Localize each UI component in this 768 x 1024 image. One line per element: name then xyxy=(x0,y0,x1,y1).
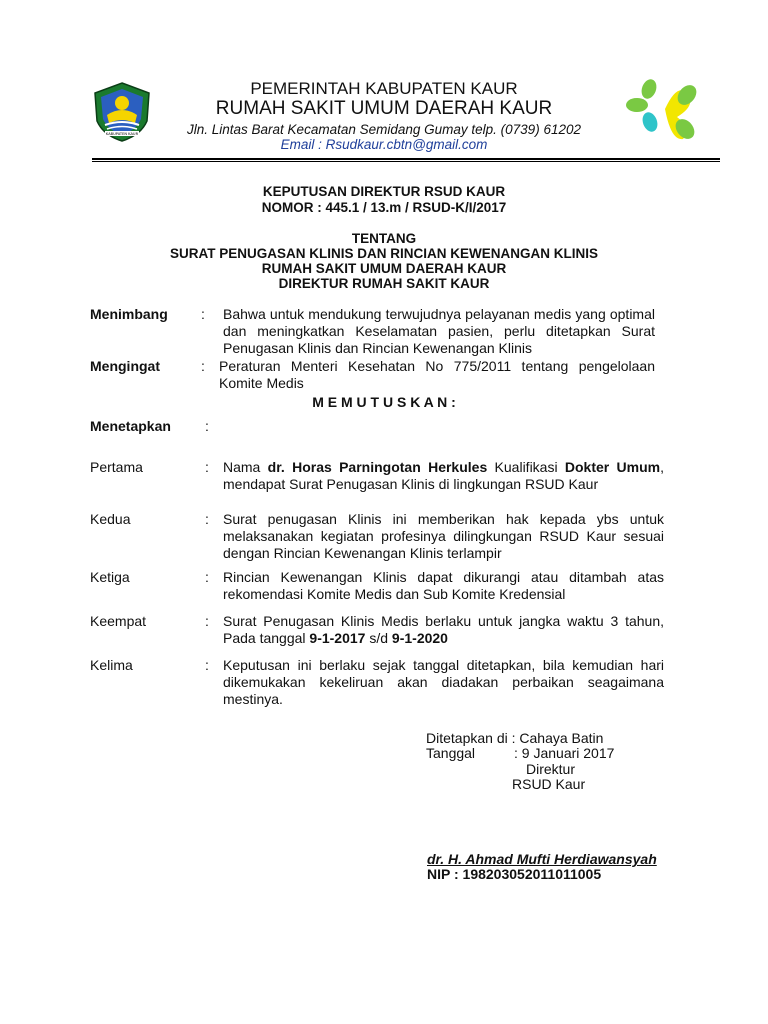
signatory-nip: NIP : 198203052011011005 xyxy=(427,866,602,882)
logo-ribbon-text: KABUPATEN KAUR xyxy=(105,132,139,136)
menimbang-colon: : xyxy=(201,306,205,322)
decree-number: NOMOR : 445.1 / 13.m / RSUD-K/I/2017 xyxy=(261,200,507,215)
mengingat-label: Mengingat xyxy=(90,358,160,374)
kelima-colon: : xyxy=(205,657,209,673)
kedua-label: Kedua xyxy=(90,511,131,527)
menetapkan-label: Menetapkan xyxy=(90,418,171,434)
pertama-mid: Kualifikasi xyxy=(487,459,565,475)
signature-date-value: : 9 Januari 2017 xyxy=(514,745,615,761)
kelima-label: Kelima xyxy=(90,657,133,673)
about-heading: TENTANG xyxy=(351,231,417,246)
header-rule-thin xyxy=(92,161,720,162)
subject-line-2: RUMAH SAKIT UMUM DAERAH KAUR xyxy=(261,261,507,276)
ketiga-colon: : xyxy=(205,569,209,585)
ketiga-label: Ketiga xyxy=(90,569,130,585)
pertama-text xyxy=(223,459,664,493)
header-rule-thick xyxy=(92,158,720,160)
subject-line-1: SURAT PENUGASAN KLINIS DAN RINCIAN KEWENANGAN KLINIS xyxy=(169,246,598,261)
pertama-colon: : xyxy=(205,459,209,475)
kedua-text: Surat penugasan Klinis ini memberikan hak kepada ybs untuk melaksanakan kegiatan profesinya dilingkungan RSUD Kaur sesuai dengan Rincian Kewenangan Klinis terlampir xyxy=(223,511,664,561)
pertama-name: dr. Horas Parningotan Herkules xyxy=(267,459,488,475)
decree-title: KEPUTUSAN DIREKTUR RSUD KAUR xyxy=(262,184,506,199)
kelima-text: Keputusan ini berlaku sejak tanggal ditetapkan, bila kemudian hari dikemukakan kekeliruan akan diadakan perbaikan seagaimana mestinya. xyxy=(223,657,664,707)
signature-role-2: RSUD Kaur xyxy=(512,776,586,792)
menetapkan-colon: : xyxy=(205,418,209,434)
keempat-colon: : xyxy=(205,613,209,629)
memutuskan-heading: M E M U T U S K A N : xyxy=(312,394,456,410)
signature-date-label: Tanggal xyxy=(426,745,476,761)
pertama-qualification: Dokter Umum xyxy=(564,459,661,475)
mengingat-colon: : xyxy=(201,358,205,374)
ketiga-text: Rincian Kewenangan Klinis dapat dikurangi atau ditambah atas rekomendasi Komite Medis dan Sub Komite Kredensial xyxy=(223,569,664,602)
signature-role-1: Direktur xyxy=(526,761,576,777)
mengingat-text: Peraturan Menteri Kesehatan No 775/2011 tentang pengelolaan Komite Medis xyxy=(219,358,655,391)
keempat-mid: s/d xyxy=(365,630,392,646)
government-name: PEMERINTAH KABUPATEN KAUR xyxy=(250,79,518,98)
pertama-suffix: , mendapat Surat Penugasan Klinis di lingkungan RSUD Kaur xyxy=(223,459,664,492)
hospital-name: RUMAH SAKIT UMUM DAERAH KAUR xyxy=(215,98,553,119)
keempat-end-date: 9-1-2020 xyxy=(391,630,448,646)
pertama-prefix: Nama xyxy=(223,459,268,475)
keempat-text xyxy=(223,613,664,647)
keempat-label: Keempat xyxy=(90,613,147,629)
signature-place: Ditetapkan di : Cahaya Batin xyxy=(426,730,604,746)
keempat-start-date: 9-1-2017 xyxy=(309,630,366,646)
subject-line-3: DIREKTUR RUMAH SAKIT KAUR xyxy=(278,276,490,291)
hospital-email: Email : Rsudkaur.cbtn@gmail.com xyxy=(280,137,488,152)
menimbang-label: Menimbang xyxy=(90,306,168,322)
signatory-name: dr. H. Ahmad Mufti Herdiawansyah xyxy=(427,851,657,867)
menimbang-text: Bahwa untuk mendukung terwujudnya pelayanan medis yang optimal dan meningkatkan Keselamatan pasien, perlu ditetapkan Surat Penugasan Klinis dan Rincian Kewenangan Klinis xyxy=(223,306,655,356)
kedua-colon: : xyxy=(205,511,209,527)
hospital-address: Jln. Lintas Barat Kecamatan Semidang Gumay telp. (0739) 61202 xyxy=(187,122,581,137)
pertama-label: Pertama xyxy=(90,459,143,475)
keempat-prefix: Surat Penugasan Klinis Medis berlaku untuk jangka waktu 3 tahun, Pada tanggal xyxy=(223,613,664,646)
